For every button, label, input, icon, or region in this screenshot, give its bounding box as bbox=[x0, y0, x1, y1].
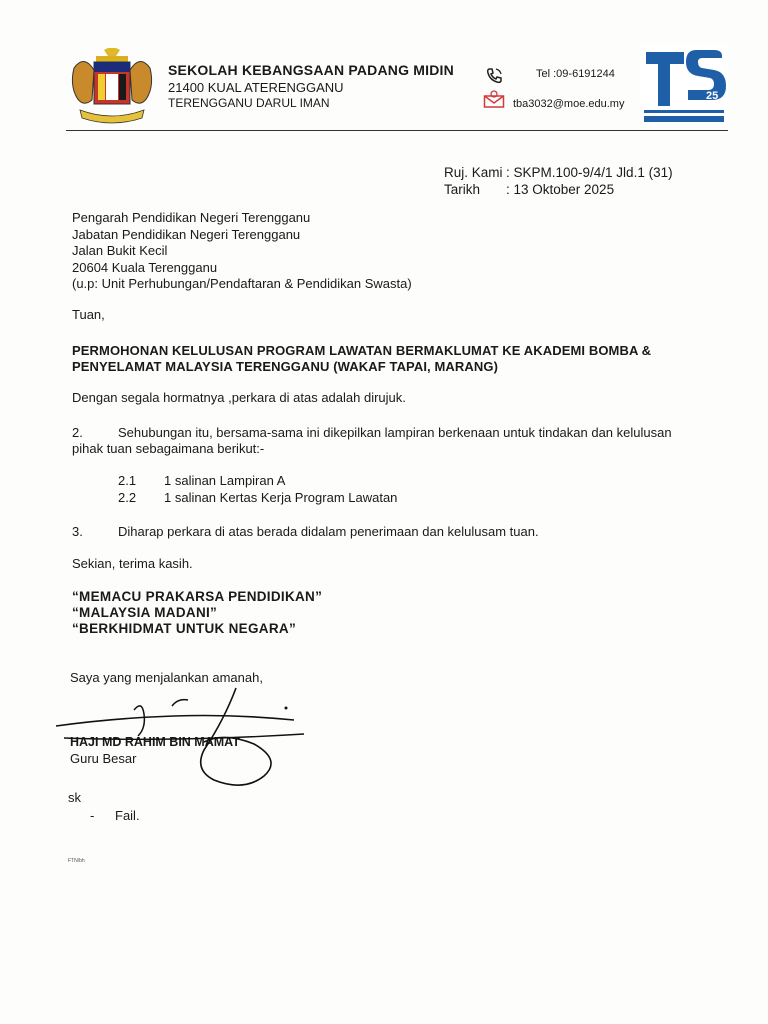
ts25-logo-icon bbox=[640, 44, 728, 126]
tarikh-label: Tarikh bbox=[444, 182, 481, 197]
attachment-item bbox=[118, 473, 285, 488]
attachment-number: 2.2 bbox=[118, 490, 137, 505]
coat-of-arms-icon bbox=[66, 48, 158, 126]
signer-name: HAJI MD RAHIM BIN MAMAT bbox=[70, 735, 240, 749]
attachment-text: 1 salinan Lampiran A bbox=[164, 473, 286, 488]
trust-line: Saya yang menjalankan amanah, bbox=[70, 670, 263, 685]
paragraph-1: Dengan segala hormatnya ,perkara di atas adalah dirujuk. bbox=[72, 390, 406, 405]
email-address: tba3032@moe.edu.my bbox=[513, 98, 625, 110]
paragraph-3-number: 3. bbox=[72, 524, 83, 539]
tarikh-value: : 13 Oktober 2025 bbox=[506, 182, 615, 197]
ruj-label: Ruj. Kami bbox=[444, 165, 503, 180]
attachment-number: 2.1 bbox=[118, 473, 137, 488]
cc-label: sk bbox=[68, 790, 81, 805]
recipient-line: Pengarah Pendidikan Negeri Terengganu bbox=[72, 210, 311, 225]
paragraph-2-text: Sehubungan itu, bersama-sama ini dikepilkan lampiran berkenaan untuk tindakan dan kelulusan bbox=[118, 425, 672, 440]
attachment-text: 1 salinan Kertas Kerja Program Lawatan bbox=[164, 490, 398, 505]
salutation: Tuan, bbox=[72, 307, 105, 322]
motto-line: “MEMACU PRAKARSA PENDIDIKAN” bbox=[72, 589, 323, 604]
cc-dash: - bbox=[90, 808, 95, 823]
attachment-item bbox=[118, 490, 397, 505]
recipient-line: 20604 Kuala Terengganu bbox=[72, 259, 218, 275]
ts-logo-number: 25 bbox=[706, 90, 719, 102]
mail-icon bbox=[483, 90, 505, 108]
phone-icon bbox=[484, 66, 504, 86]
recipient-address bbox=[72, 210, 412, 293]
paragraph-2-number: 2. bbox=[72, 425, 83, 440]
telephone-number: Tel :09-6191244 bbox=[536, 68, 615, 80]
reference-block bbox=[444, 164, 673, 198]
motto-line: “BERKHIDMAT UNTUK NEGARA” bbox=[72, 621, 296, 636]
recipient-line: (u.p: Unit Perhubungan/Pendaftaran & Pendidikan Swasta) bbox=[72, 276, 412, 291]
handwritten-signature bbox=[54, 680, 314, 800]
letter-subject bbox=[72, 343, 732, 375]
subject-line: PERMOHONAN KELULUSAN PROGRAM LAWATAN BERMAKLUMAT KE AKADEMI BOMBA & bbox=[72, 343, 652, 358]
paragraph-2-continuation: pihak tuan sebagaimana berikut:- bbox=[72, 441, 265, 456]
letterhead-divider bbox=[66, 130, 728, 131]
closing-line: Sekian, terima kasih. bbox=[72, 556, 193, 571]
footer-code: FTN/bh bbox=[68, 858, 85, 864]
school-address-line2: TERENGGANU DARUL IMAN bbox=[168, 96, 330, 110]
paragraph-3-text: Diharap perkara di atas berada didalam penerimaan dan kelulusam tuan. bbox=[118, 524, 539, 539]
signer-title: Guru Besar bbox=[70, 751, 137, 766]
ruj-value: : SKPM.100-9/4/1 Jld.1 (31) bbox=[506, 165, 673, 180]
recipient-line: Jalan Bukit Kecil bbox=[72, 243, 168, 258]
school-name: SEKOLAH KEBANGSAAN PADANG MIDIN bbox=[168, 62, 454, 78]
cc-item-text: Fail. bbox=[115, 808, 140, 823]
school-address-line1: 21400 KUAL ATERENGGANU bbox=[168, 80, 344, 95]
cc-item bbox=[90, 808, 140, 823]
subject-line: PENYELAMAT MALAYSIA TERENGGANU (WAKAF TAPAI, MARANG) bbox=[72, 359, 499, 374]
recipient-line: Jabatan Pendidikan Negeri Terengganu bbox=[72, 226, 301, 242]
motto-line: “MALAYSIA MADANI” bbox=[72, 605, 218, 620]
